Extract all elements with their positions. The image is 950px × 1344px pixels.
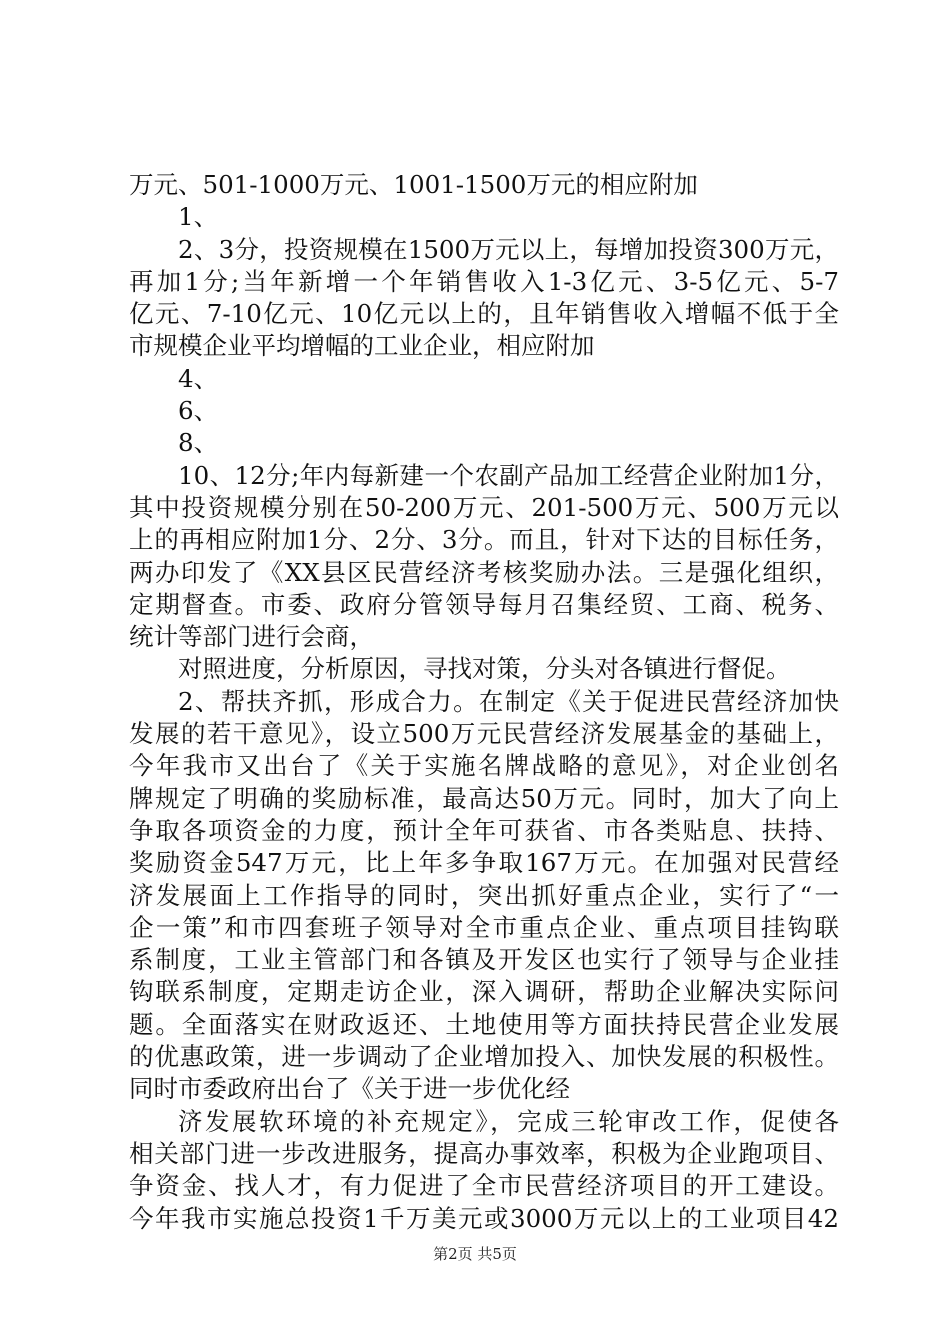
text-line: 亿元、7-10亿元、10亿元以上的，且年销售收入增幅不低于全	[129, 299, 839, 329]
text-line: 发展的若干意见》，设立500万元民营经济发展基金的基础上，	[129, 719, 839, 749]
text-line: 6、	[178, 396, 219, 426]
page-number-footer: 第2页 共5页	[433, 1245, 517, 1263]
text-line: 1、	[178, 202, 219, 232]
text-line: 济发展面上工作指导的同时，突出抓好重点企业，实行了“一	[129, 880, 839, 910]
text-line: 牌规定了明确的奖励标准，最高达50万元。同时，加大了向上	[129, 783, 839, 813]
document-body	[129, 169, 839, 1235]
text-line: 奖励资金547万元，比上年多争取167万元。在加强对民营经	[129, 848, 839, 878]
text-line: 争资金、找人才，有力促进了全市民营经济项目的开工建设。	[129, 1171, 839, 1201]
text-line: 万元、501-1000万元、1001-1500万元的相应附加	[129, 170, 698, 199]
text-line: 题。全面落实在财政返还、土地使用等方面扶持民营企业发展	[129, 1009, 839, 1039]
text-line: 4、	[178, 363, 219, 393]
text-line: 再加1分;当年新增一个年销售收入1-3亿元、3-5亿元、5-7	[129, 266, 839, 296]
text-line: 济发展软环境的补充规定》，完成三轮审改工作，促使各	[178, 1106, 839, 1136]
text-line: 钩联系制度，定期走访企业，深入调研，帮助企业解决实际问	[129, 977, 839, 1007]
text-line: 其中投资规模分别在50-200万元、201-500万元、500万元以	[129, 492, 839, 522]
text-line: 2、3分，投资规模在1500万元以上，每增加投资300万元，	[178, 234, 839, 264]
text-line: 定期督查。市委、政府分管领导每月召集经贸、工商、税务、	[129, 589, 839, 619]
text-line: 对照进度，分析原因，寻找对策，分头对各镇进行督促。	[178, 654, 791, 684]
text-line: 企一策”和市四套班子领导对全市重点企业、重点项目挂钩联	[129, 912, 839, 942]
text-line: 的优惠政策，进一步调动了企业增加投入、加快发展的积极性。	[129, 1042, 839, 1072]
text-line: 2、帮扶齐抓，形成合力。在制定《关于促进民营经济加快	[178, 686, 839, 716]
text-line: 两办印发了《XX县区民营经济考核奖励办法。三是强化组织，	[129, 557, 839, 587]
text-line: 争取各项资金的力度，预计全年可获省、市各类贴息、扶持、	[129, 815, 839, 845]
text-line: 市规模企业平均增幅的工业企业，相应附加	[129, 331, 595, 361]
text-line: 今年我市实施总投资1千万美元或3000万元以上的工业项目42	[129, 1203, 839, 1233]
text-line: 同时市委政府出台了《关于进一步优化经	[129, 1074, 570, 1104]
text-line: 系制度，工业主管部门和各镇及开发区也实行了领导与企业挂	[129, 945, 839, 975]
text-line: 10、12分;年内每新建一个农副产品加工经营企业附加1分，	[178, 460, 839, 490]
text-line: 上的再相应附加1分、2分、3分。而且，针对下达的目标任务，	[129, 525, 839, 555]
text-line: 8、	[178, 428, 219, 458]
text-line: 统计等部门进行会商，	[129, 622, 374, 652]
text-line: 相关部门进一步改进服务，提高办事效率，积极为企业跑项目、	[129, 1138, 839, 1168]
text-line: 今年我市又出台了《关于实施名牌战略的意见》，对企业创名	[129, 751, 839, 781]
